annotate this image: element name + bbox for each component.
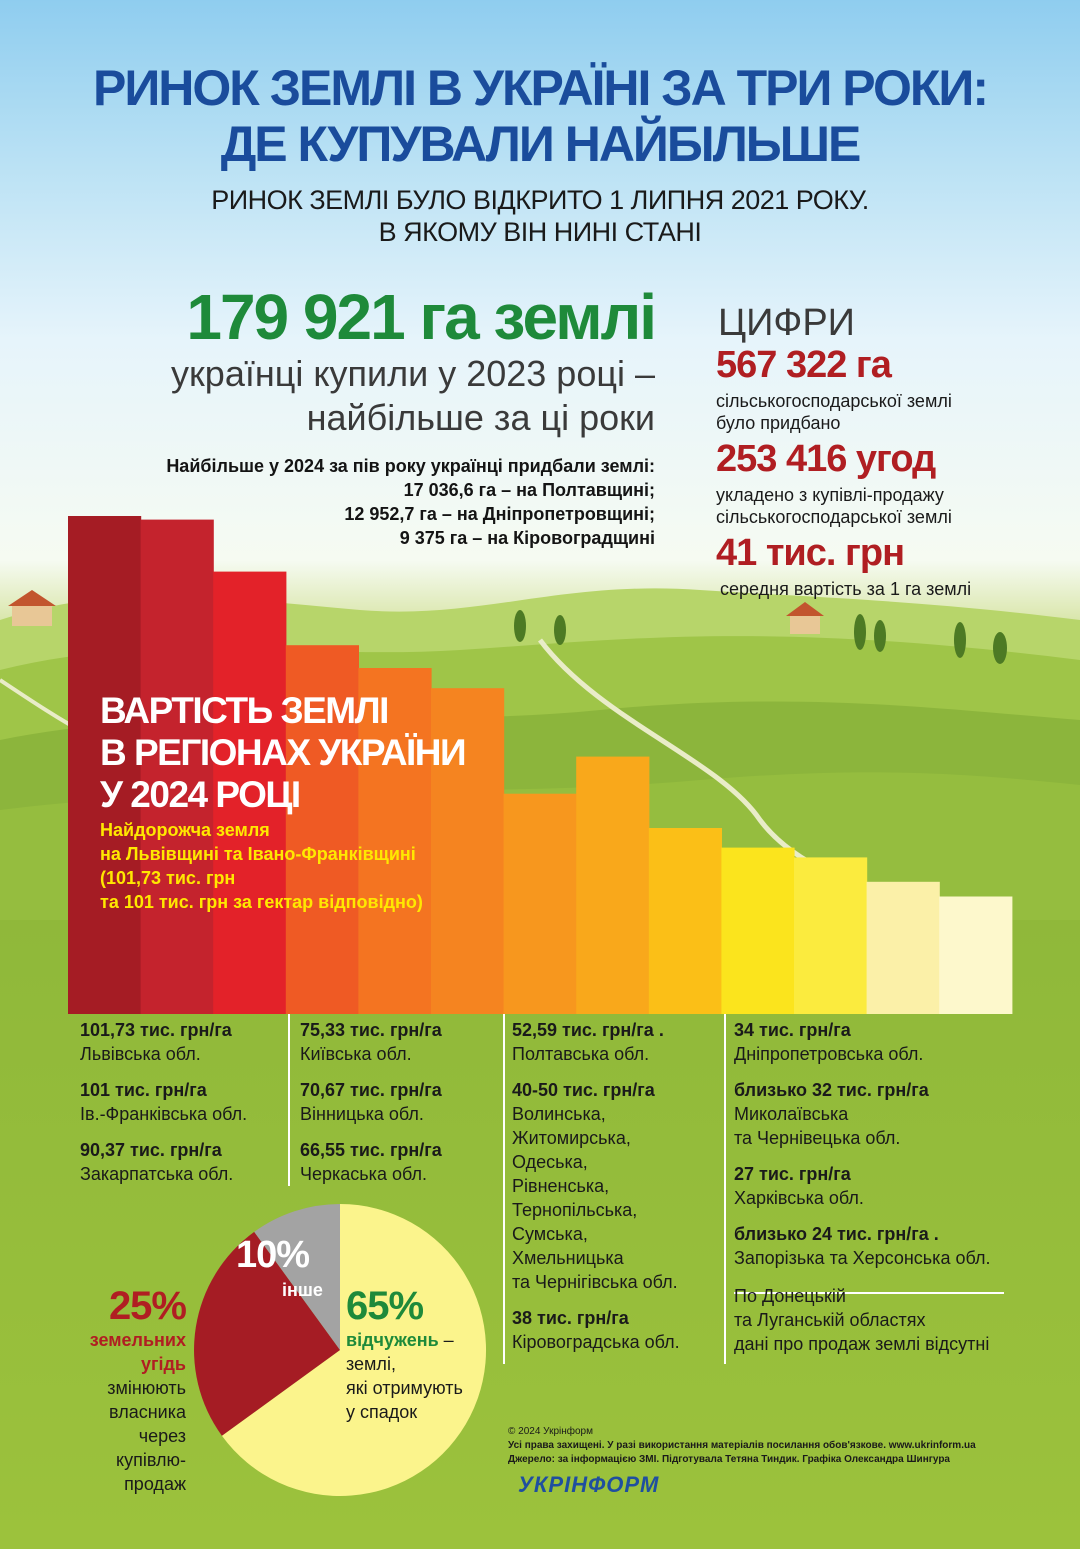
- bar-9: [649, 828, 722, 1014]
- price-region: Черкаська обл.: [300, 1164, 427, 1184]
- price-region: Київська обл.: [300, 1044, 412, 1064]
- region-sub-line4: та 101 тис. грн за гектар відповідно): [100, 892, 423, 912]
- figures-heading: ЦИФРИ: [718, 302, 855, 344]
- pie-right-caption: [346, 1284, 496, 1424]
- price-entry: [80, 1018, 285, 1066]
- lead-text-line1: українці купили у 2023 році –: [171, 353, 655, 394]
- price-region: Запорізька та Херсонська обл.: [734, 1248, 991, 1268]
- footer-copyright: © 2024 Укрінформ: [508, 1426, 593, 1437]
- price-entry: [300, 1078, 500, 1126]
- price-value: 101,73 тис. грн/га: [80, 1020, 232, 1040]
- price-entry: [512, 1078, 722, 1294]
- price-value: близько 24 тис. грн/га .: [734, 1224, 939, 1244]
- lead-detail-0: Найбільше у 2024 за пів року українці придбали землі:: [166, 456, 655, 476]
- price-entry: [300, 1018, 500, 1066]
- price-region: Волинська, Житомирська, Одеська, Рівненська, Тернопільська, Сумська, Хмельницька та Чернігівська обл.: [512, 1104, 678, 1292]
- pie-right-dash: –: [438, 1330, 454, 1350]
- region-title-line2: В РЕГІОНАХ УКРАЇНИ: [100, 732, 466, 773]
- price-region: Харківська обл.: [734, 1188, 864, 1208]
- pie-right-percent: 65%: [346, 1284, 424, 1328]
- price-region: Закарпатська обл.: [80, 1164, 234, 1184]
- price-value: 90,37 тис. грн/га: [80, 1140, 222, 1160]
- price-value: 66,55 тис. грн/га: [300, 1140, 442, 1160]
- region-sub-line3: (101,73 тис. грн: [100, 868, 236, 888]
- pie-right-rest: землі, які отримують у спадок: [346, 1354, 463, 1422]
- price-entry: [300, 1138, 500, 1186]
- price-value: 38 тис. грн/га: [512, 1308, 629, 1328]
- region-sub-line2: на Львівщині та Івано-Франківщині: [100, 844, 416, 864]
- figure-desc-1-line1: укладено з купівлі-продажу: [716, 485, 944, 505]
- price-value: 27 тис. грн/га: [734, 1164, 851, 1184]
- price-value: 52,59 тис. грн/га .: [512, 1020, 664, 1040]
- bar-7: [504, 794, 577, 1014]
- price-value: 70,67 тис. грн/га: [300, 1080, 442, 1100]
- region-title-line1: ВАРТІСТЬ ЗЕМЛІ: [100, 690, 388, 731]
- price-value: 75,33 тис. грн/га: [300, 1020, 442, 1040]
- price-column-1: [80, 1018, 285, 1186]
- ukrinform-logo: УКРІНФОРМ: [518, 1472, 660, 1497]
- footer-rights: Усі права захищені. У разі використання матеріалів посилання обов'язкове. www.ukrinform.ua: [508, 1440, 976, 1451]
- price-region: Вінницька обл.: [300, 1104, 424, 1124]
- figure-desc-2-line1: середня вартість за 1 га землі: [720, 579, 972, 599]
- pie-left-caption: [40, 1284, 186, 1496]
- price-column-4: [734, 1018, 1024, 1356]
- figure-value-1: 253 416 угод: [716, 438, 936, 480]
- figure-desc-0-line1: сільськогосподарської землі: [716, 391, 952, 411]
- bar-8: [576, 757, 649, 1014]
- price-column-3: [512, 1018, 722, 1354]
- price-region: Львівська обл.: [80, 1044, 201, 1064]
- price-entry: [734, 1222, 1024, 1270]
- price-entry: [80, 1078, 285, 1126]
- pie-left-bold-2: угідь: [141, 1354, 186, 1374]
- column-divider: [724, 1014, 726, 1364]
- pie-left-bold-1: земельних: [89, 1330, 186, 1350]
- pie-right-bold-row: [346, 1328, 496, 1352]
- figure-desc-0-line2: було придбано: [716, 413, 841, 433]
- figure-desc-1-line2: сільськогосподарської землі: [716, 507, 952, 527]
- price-entry: [512, 1306, 722, 1354]
- price-value: близько 32 тис. грн/га: [734, 1080, 929, 1100]
- lead-detail-3: 9 375 га – на Кіровоградщині: [399, 528, 655, 548]
- region-sub-line1: Найдорожча земля: [100, 820, 270, 840]
- pie-left-rest: змінюють власника через купівлю- продаж: [107, 1378, 186, 1494]
- figure-value-0: 567 322 га: [716, 344, 891, 386]
- subtitle-line2: В ЯКОМУ ВІН НИНІ СТАНІ: [378, 217, 702, 247]
- price-entry: [734, 1078, 1024, 1150]
- main-title-line1: РИНОК ЗЕМЛІ В УКРАЇНІ ЗА ТРИ РОКИ:: [93, 60, 987, 116]
- price-region: Кіровоградська обл.: [512, 1332, 680, 1352]
- region-title-line3: У 2024 РОЦІ: [100, 774, 300, 815]
- no-data-note: По Донецькій та Луганській областях дані про продаж землі відсутні: [734, 1286, 990, 1354]
- price-value: 101 тис. грн/га: [80, 1080, 207, 1100]
- column-divider: [288, 1014, 290, 1186]
- price-region: Миколаївська та Чернівецька обл.: [734, 1104, 901, 1148]
- lead-detail-1: 17 036,6 га – на Полтавщині;: [403, 480, 655, 500]
- pie-left-percent: 25%: [108, 1284, 186, 1328]
- pie-right-bold: відчужень: [346, 1330, 439, 1350]
- lead-detail-2: 12 952,7 га – на Дніпропетровщині;: [344, 504, 655, 524]
- footer-source: Джерело: за інформацією ЗМІ. Підготувала Тетяна Тиндик. Графіка Олександра Шингура: [508, 1454, 950, 1465]
- bar-13: [939, 897, 1012, 1015]
- price-region: Дніпропетровська обл.: [734, 1044, 924, 1064]
- price-entry: [80, 1138, 285, 1186]
- price-region: Полтавська обл.: [512, 1044, 650, 1064]
- bar-11: [794, 857, 867, 1014]
- price-region: Ів.-Франківська обл.: [80, 1104, 248, 1124]
- price-column-2: [300, 1018, 500, 1186]
- lead-figure: 179 921 га землі: [186, 281, 655, 353]
- figure-value-2: 41 тис. грн: [716, 532, 905, 574]
- column-divider: [503, 1014, 505, 1364]
- bar-12: [867, 882, 940, 1014]
- price-value: 34 тис. грн/га: [734, 1020, 851, 1040]
- main-title-line2: ДЕ КУПУВАЛИ НАЙБІЛЬШЕ: [220, 116, 860, 172]
- bar-10: [721, 848, 794, 1014]
- pie-other-label: інше: [282, 1280, 323, 1300]
- price-entry: [734, 1018, 1024, 1066]
- pie-other-percent: 10%: [236, 1234, 310, 1276]
- subtitle-line1: РИНОК ЗЕМЛІ БУЛО ВІДКРИТО 1 ЛИПНЯ 2021 РОКУ.: [211, 185, 869, 215]
- price-entry: [734, 1162, 1024, 1210]
- price-entry: [512, 1018, 722, 1066]
- price-value: 40-50 тис. грн/га: [512, 1080, 655, 1100]
- lead-text-line2: найбільше за ці роки: [306, 397, 655, 438]
